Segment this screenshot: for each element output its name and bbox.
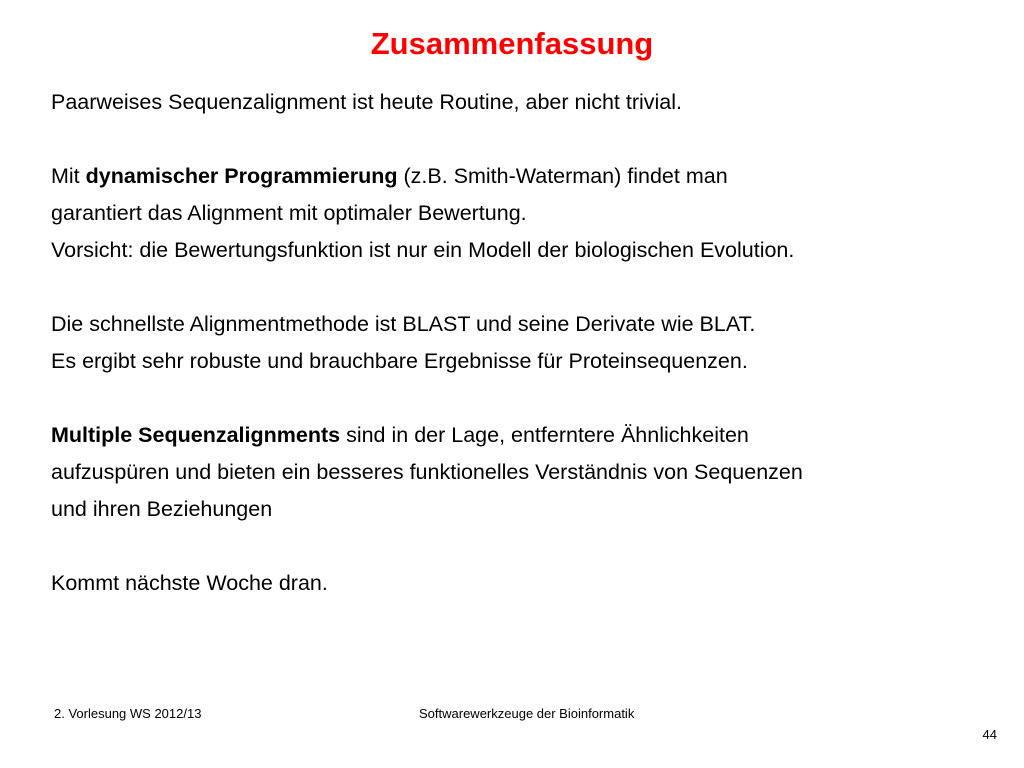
paragraph-gap <box>51 528 991 565</box>
bold-dynamic-programming: dynamischer Programmierung <box>85 164 398 188</box>
page-number: 44 <box>982 727 997 742</box>
slide-body <box>51 84 991 602</box>
paragraph-next-week: Kommt nächste Woche dran. <box>51 571 328 595</box>
bold-multiple-alignments: Multiple Sequenzalignments <box>51 423 341 447</box>
paragraph-dynamic-programming <box>51 158 991 195</box>
paragraph-blast: Die schnellste Alignmentmethode ist BLAST und seine Derivate wie BLAT. <box>51 312 756 336</box>
paragraph-gap <box>51 269 991 306</box>
footer-course-title: Softwarewerkzeuge der Bioinformatik <box>419 706 635 721</box>
paragraph-pairwise-alignment: Paarweises Sequenzalignment ist heute Routine, aber nicht trivial. <box>51 90 683 114</box>
paragraph-robust-results: Es ergibt sehr robuste und brauchbare Ergebnisse für Proteinsequenzen. <box>51 349 748 373</box>
text-mit: Mit <box>51 164 86 188</box>
paragraph-gap <box>51 121 991 158</box>
text-similarities: sind in der Lage, entferntere Ähnlichkeiten <box>340 423 749 447</box>
paragraph-caution: Vorsicht: die Bewertungsfunktion ist nur ein Modell der biologischen Evolution. <box>51 238 795 262</box>
text-smith-waterman: (z.B. Smith-Waterman) findet man <box>397 164 728 188</box>
paragraph-multiple-alignments <box>51 417 991 454</box>
slide-title: Zusammenfassung <box>370 26 654 61</box>
paragraph-optimal-alignment: garantiert das Alignment mit optimaler Bewertung. <box>51 201 527 225</box>
paragraph-gap <box>51 380 991 417</box>
paragraph-relationships: und ihren Beziehungen <box>51 497 273 521</box>
paragraph-functional-understanding: aufzuspüren und bieten ein besseres funktionelles Verständnis von Sequenzen <box>51 460 803 484</box>
footer-lecture: 2. Vorlesung WS 2012/13 <box>54 706 202 721</box>
